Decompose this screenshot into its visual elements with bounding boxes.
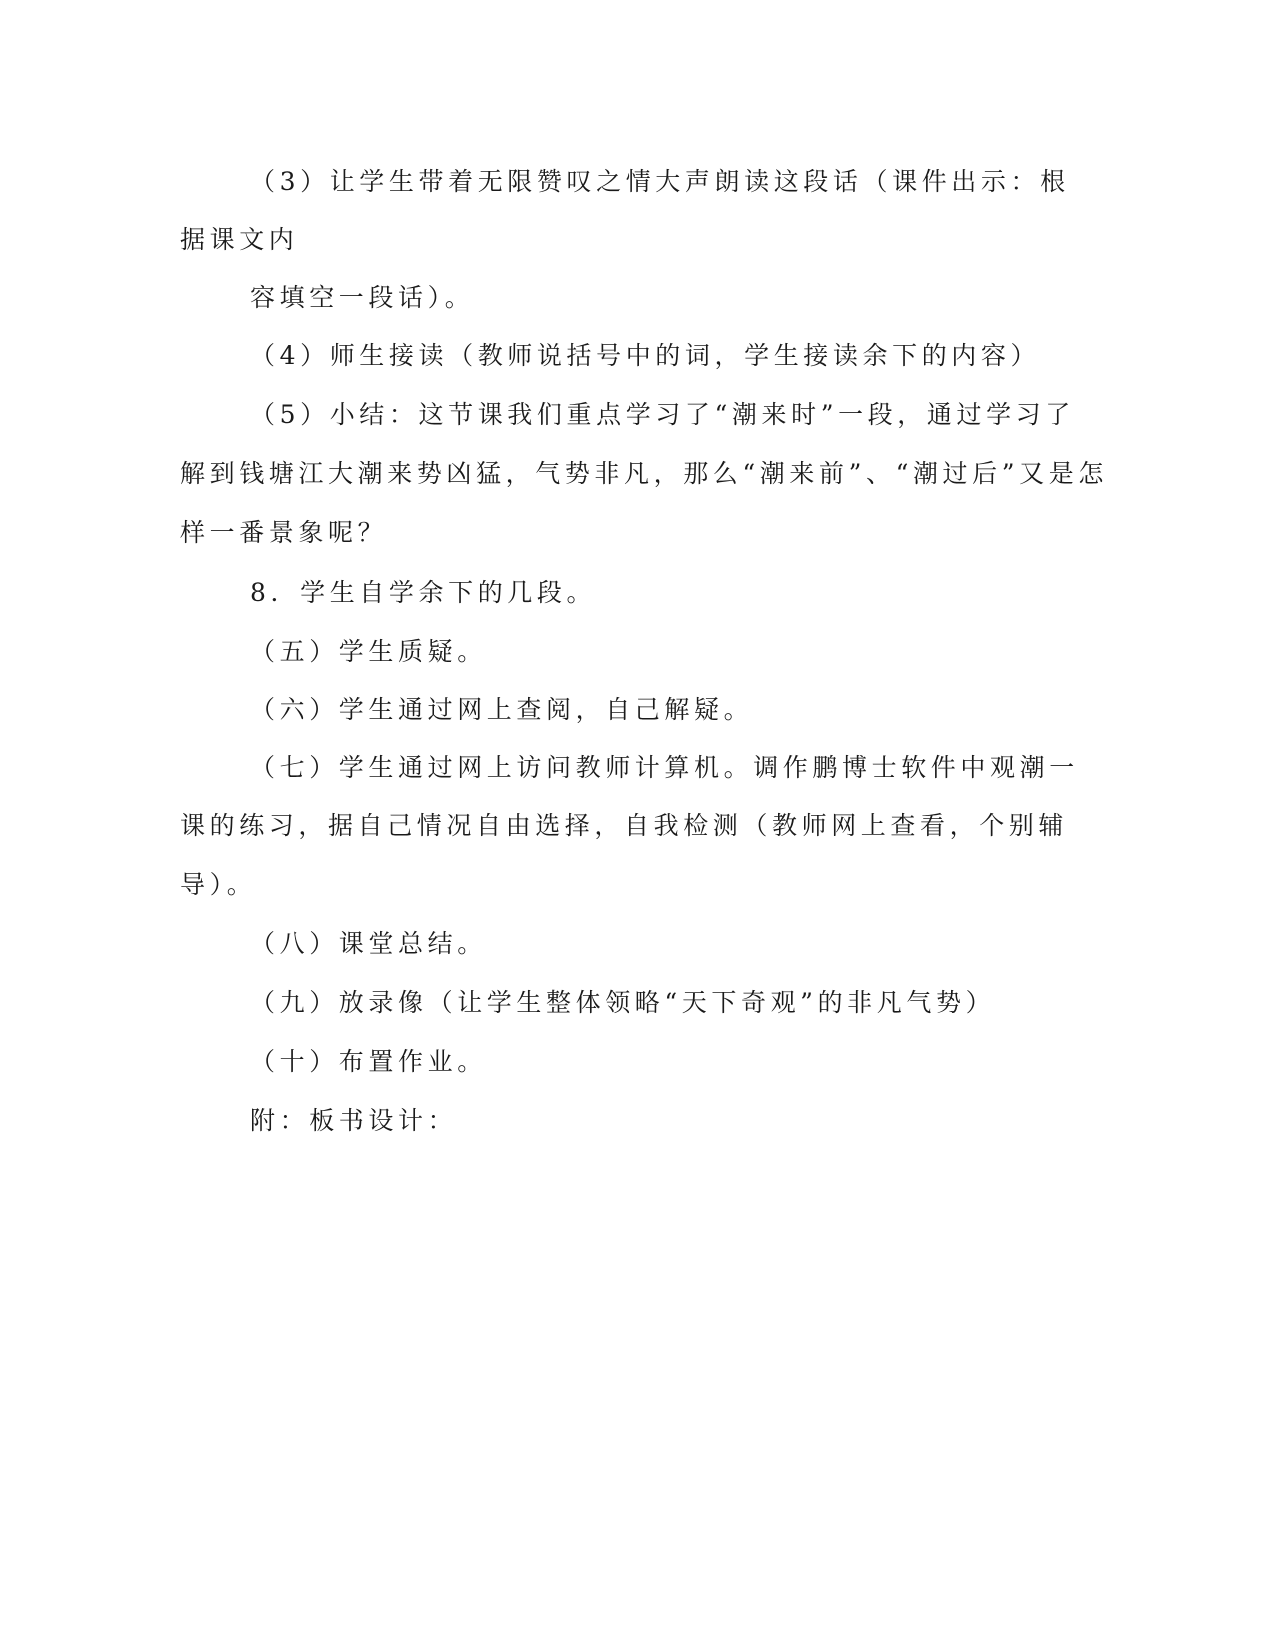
paragraph-line: 据课文内	[180, 225, 299, 254]
paragraph-line: 8．学生自学余下的几段。	[250, 578, 597, 607]
paragraph-line: （五）学生质疑。	[250, 637, 487, 666]
paragraph-line: 导）。	[180, 870, 257, 899]
paragraph-line: （3）让学生带着无限赞叹之情大声朗读这段话（课件出示：根	[250, 167, 1070, 196]
paragraph-line: （八）课堂总结。	[250, 929, 487, 958]
paragraph-line: 样一番景象呢？	[180, 518, 388, 547]
paragraph-line: 容填空一段话）。	[250, 283, 475, 312]
paragraph-line: （十）布置作业。	[250, 1047, 487, 1076]
paragraph-line: 解到钱塘江大潮来势凶猛，气势非凡，那么“潮来前”、“潮过后”又是怎	[180, 459, 1108, 488]
paragraph-line: 课的练习，据自己情况自由选择，自我检测（教师网上查看，个别辅	[180, 811, 1069, 840]
paragraph-line: （4）师生接读（教师说括号中的词，学生接读余下的内容）	[250, 341, 1041, 370]
paragraph-line: （九）放录像（让学生整体领略“天下奇观”的非凡气势）	[250, 988, 996, 1017]
paragraph-line: （六）学生通过网上查阅，自己解疑。	[250, 695, 754, 724]
paragraph-line: 附：板书设计：	[250, 1106, 458, 1135]
paragraph-line: （5）小结：这节课我们重点学习了“潮来时”一段，通过学习了	[250, 400, 1075, 429]
paragraph-line: （七）学生通过网上访问教师计算机。调作鹏博士软件中观潮一	[250, 753, 1079, 782]
